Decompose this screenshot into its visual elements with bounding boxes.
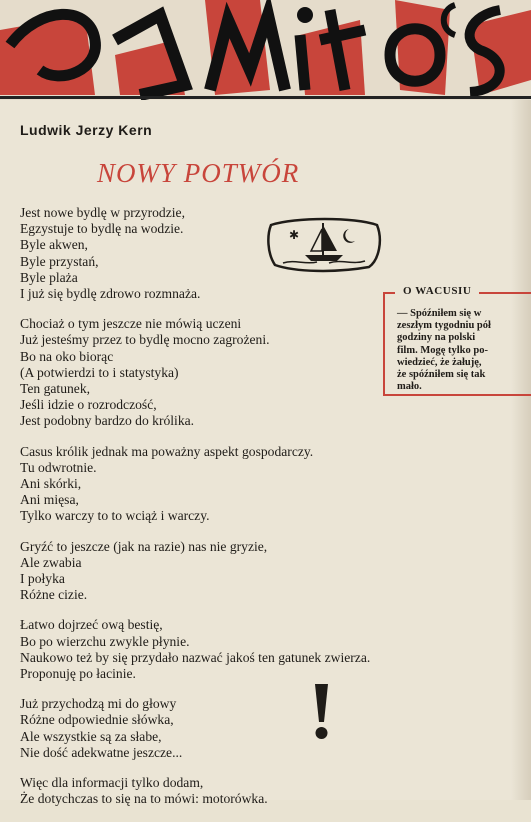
poem-line: Tylko warczy to to wciąż i warczy. bbox=[20, 508, 210, 524]
stanza bbox=[20, 696, 460, 761]
banner-divider bbox=[0, 96, 531, 99]
poem-line: Ani skórki, bbox=[20, 476, 82, 492]
sidebar-line: film. Mogę tylko po- bbox=[397, 344, 488, 356]
sidebar-line: zeszłym tygodniu pół bbox=[397, 320, 491, 332]
poem-line: Naukowo też by się przydało nazwać jakoś ten gatunek zwierza. bbox=[20, 649, 371, 665]
poem-line: Różne odpowiednie słówka, bbox=[20, 712, 174, 728]
page-shadow bbox=[511, 100, 531, 800]
poem-line: Gryźć to jeszcze (jak na razie) nas nie gryzie, bbox=[20, 538, 268, 554]
poem-line: Casus królik jednak ma poważny aspekt gospodarczy. bbox=[20, 443, 314, 459]
poem-line: Bo na oko biorąc bbox=[20, 348, 114, 364]
poem-line: Jeśli idzie o rozrodczość, bbox=[20, 397, 157, 413]
poem-line: Ale wszystkie są za słabe, bbox=[20, 728, 162, 744]
sidebar-line: godziny na polski bbox=[397, 332, 476, 344]
svg-text:✱: ✱ bbox=[289, 228, 300, 242]
poem-line: I połyka bbox=[20, 571, 65, 587]
poem-line: Byle przystań, bbox=[20, 253, 99, 269]
poem-line: Łatwo dojrzeć ową bestię, bbox=[20, 617, 163, 633]
stanza bbox=[20, 539, 460, 604]
poem-line: Już przychodzą mi do głowy bbox=[20, 696, 177, 712]
sidebar-title: O WACUSIU bbox=[395, 285, 479, 297]
poem-line: Ale zwabia bbox=[20, 554, 82, 570]
stanza bbox=[20, 205, 460, 302]
poem-line: Więc dla informacji tylko dodam, bbox=[20, 775, 204, 791]
header-banner bbox=[0, 0, 531, 100]
sidebar-line: wiedzieć, że żałuję, bbox=[397, 356, 482, 368]
banner-logo bbox=[0, 0, 531, 100]
author-name: Ludwik Jerzy Kern bbox=[20, 122, 153, 138]
poem-line: I już się bydlę zdrowo rozmnaża. bbox=[20, 286, 201, 302]
poem-line: Już jesteśmy przez to bydlę mocno zagrożeni. bbox=[20, 332, 270, 348]
poem-title: NOWY POTWÓR bbox=[97, 158, 300, 188]
sidebar-line: — Spóźniłem się w bbox=[397, 308, 482, 319]
poem-line: Egzystuje to bydlę na wodzie. bbox=[20, 221, 184, 237]
poem-line: (A potwierdzi to i statystyka) bbox=[20, 364, 179, 380]
sidebar-box bbox=[383, 285, 531, 396]
poem-line: Proponuję po łacinie. bbox=[20, 666, 136, 682]
sidebar-line: że spóźniłem się tak bbox=[397, 369, 486, 381]
poem-line: Bo po wierzchu zwykle płynie. bbox=[20, 633, 190, 649]
sidebar-line: mało. bbox=[397, 381, 422, 393]
poem-line: Byle akwen, bbox=[20, 237, 88, 253]
poem-line: Jest podobny bardzo do królika. bbox=[20, 413, 195, 429]
stanza bbox=[20, 444, 460, 525]
poem-line: Nie dość adekwatne jeszcze... bbox=[20, 744, 183, 760]
poem-line: Różne cizie. bbox=[20, 587, 88, 603]
poem-line: Jest nowe bydlę w przyrodzie, bbox=[20, 205, 185, 220]
exclamation-mark-icon bbox=[306, 682, 336, 747]
poem-line: Ten gatunek, bbox=[20, 381, 91, 397]
stanza bbox=[20, 775, 460, 807]
poem-line: Tu odwrotnie. bbox=[20, 459, 97, 475]
poem-line: Że dotychczas to się na to mówi: motorówka. bbox=[20, 791, 268, 807]
poem-line: Ani mięsa, bbox=[20, 492, 79, 508]
poem-line: Byle plaża bbox=[20, 269, 78, 285]
stanza bbox=[20, 617, 460, 682]
sidebar-text bbox=[397, 308, 529, 393]
poem-line: Chociaż o tym jeszcze nie mówią uczeni bbox=[20, 316, 242, 332]
